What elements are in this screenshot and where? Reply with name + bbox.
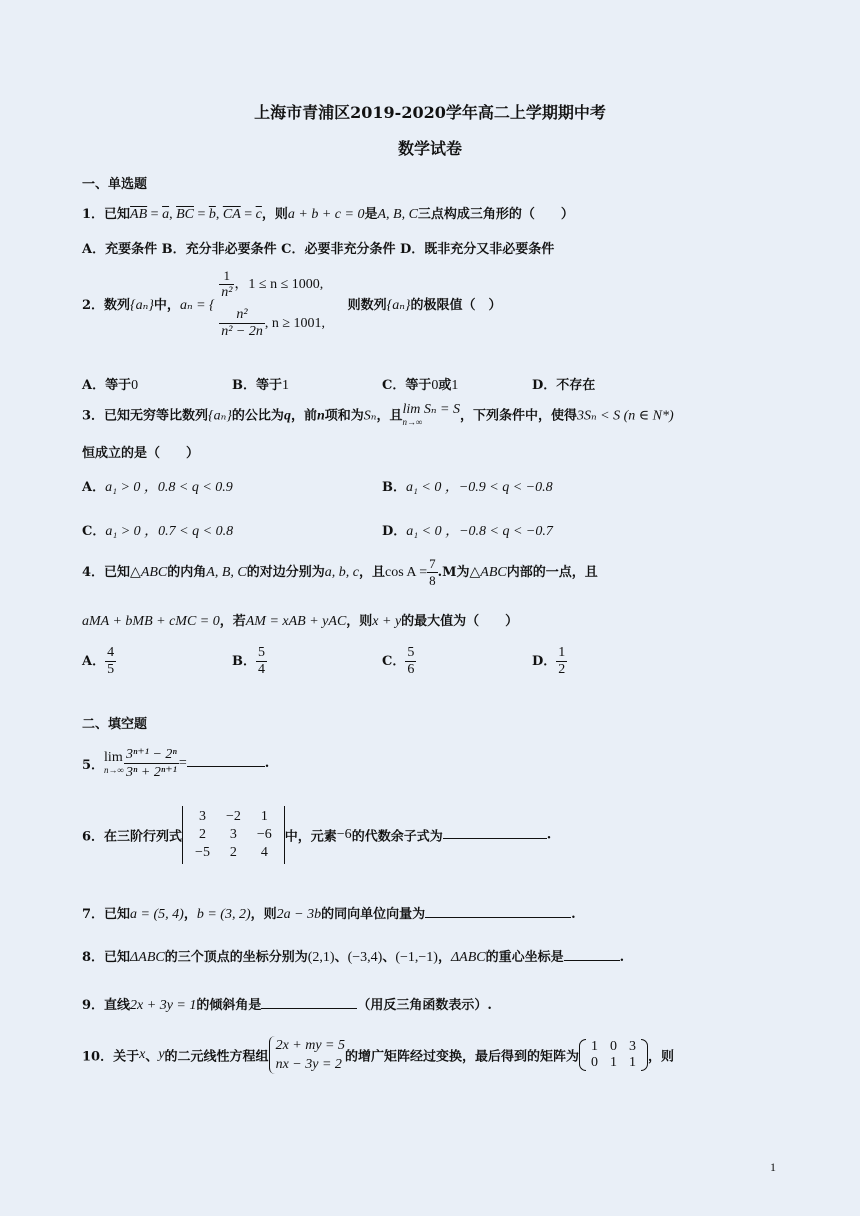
determinant-cell: 4 [260,845,268,860]
question-4: 4．已知△ABC的内角A, B, C的对边分别为a, b, c，且cos A = $\frac{7}{8}$ .M为△ABC内部的一点，且 [82,556,598,588]
determinant [182,806,285,864]
determinant-row [187,844,280,862]
determinant-cell: −2 [225,809,241,824]
answer-blank-7[interactable] [425,917,571,918]
matrix-cell: 1 [591,1039,599,1054]
vector-sum: a + b + c = 0 [287,207,365,222]
section-heading-fill-in: 二、填空题 [82,717,148,732]
question-4-option-a: A． $\frac{4}{5}$ [82,645,115,677]
question-2-option-d: D．不存在 [532,378,596,393]
matrix-row [585,1055,642,1071]
question-1: 1．已知$\overline{AB} = \overline{a}$, $\overline{BC} = \overline{b}$, $\overline{CA} = \overline{c}$，则a + b + c = 0是A, B, C三点构成三角形的（ ） [82,207,574,222]
page-subtitle: 数学试卷 [397,139,462,158]
question-7: 7．已知a = (5, 4)，b = (3, 2)，则2a − 3b的同向单位向量为 . [82,907,576,922]
determinant-row [187,808,280,826]
question-9: 9．直线2x + 3y = 1的倾斜角是 （用反三角函数表示）. [82,998,492,1013]
determinant-cell: −5 [195,845,210,860]
question-4-line-2: aMA + bMB + cMC = 0，若AM = xAB + yAC，则x + y的最大值为（ ） [82,614,519,629]
determinant-row [187,826,280,844]
question-4-option-c: C． $\frac{5}{6}$ [382,645,415,677]
determinant-cell: 3 [199,809,206,824]
matrix-cell: 0 [591,1055,599,1070]
question-2-option-a: A．等于0 [82,378,139,393]
question-3: 3．已知无穷等比数列{aₙ}的公比为q，前n项和为Sₙ，且lim Sₙ = S n→∞ ，下列条件中，使得3Sₙ < S (n ∈ N*) [82,402,674,427]
equation-system: 2x + my = 5 nx − 3y = 2 [269,1036,345,1074]
question-3-option-d: D．a₁ < 0 ，−0.8 < q < −0.7 [382,524,553,539]
matrix-cell: 3 [629,1039,637,1054]
determinant-cell: 2 [199,827,206,842]
matrix-cell: 1 [629,1055,637,1070]
answer-blank-8[interactable] [564,960,620,961]
determinant-cell: 3 [229,827,237,842]
question-1-options: A．充要条件 B．充分非必要条件 C．必要非充分条件 D．既非充分又非必要条件 [82,242,555,257]
answer-blank-6[interactable] [443,838,547,839]
matrix-cell: 0 [610,1039,618,1054]
question-4-option-b: B． $\frac{5}{4}$ [232,645,265,677]
determinant-cell: −6 [256,827,272,842]
matrix-cell: 1 [610,1055,618,1070]
question-8: 8．已知ΔABC的三个顶点的坐标分别为(2,1)、(−3,4)、(−1,−1)，ΔABC的重心坐标是 . [82,950,625,965]
question-3-option-c: C．a₁ > 0 ，0.7 < q < 0.8 [82,524,234,539]
question-3-option-b: B．a₁ < 0 ，−0.9 < q < −0.8 [382,480,553,495]
question-2-option-b: B．等于1 [232,378,289,393]
question-10: 10．关于x、y的二元线性方程组2x + my = 5 nx − 3y = 2 的增广矩阵经过变换，最后得到的矩阵为 1 0 3 0 1 1 ，则 [82,1038,675,1072]
piecewise-cases: $\frac{1}{\text{n²}}$ ，1 ≤ n ≤ 1000, $\frac{\text{n²}}{\text{n² − 2n}}$ , n ≥ 1001, [221,268,326,339]
page-number: 1 [770,1160,776,1174]
page-title: 上海市青浦区2019-2020学年高二上学期期中考 [254,103,606,122]
matrix-row [585,1039,642,1055]
question-6: 6．在三阶行列式 3 −2 1 2 3 −6 −5 2 4 中，元素−6的代数余子式为 . [82,806,551,864]
determinant-cell: 2 [229,845,237,860]
section-heading-single-choice: 一、单选题 [82,177,148,192]
question-3-line-2: 恒成立的是（ ） [82,446,200,461]
question-3-option-a: A．a₁ > 0 ，0.8 < q < 0.9 [82,480,233,495]
answer-blank-9[interactable] [261,1008,357,1009]
question-2: 2．数列{aₙ}中，aₙ = { $\frac{1}{\text{n²}}$ ，1 ≤ n ≤ 1000, $\frac{\text{n²}}{\text{n² − 2n}}$ , n ≥ 1001, 则数列{aₙ}的极限值（ ） [82,268,502,339]
determinant-cell: 1 [260,809,268,824]
question-2-option-c: C．等于0或1 [382,378,459,393]
question-5: 5．lim n→∞ $\frac{\text{3ⁿ⁺¹ − 2ⁿ}}{\text{3ⁿ + 2ⁿ⁺¹}}$ = . [82,747,270,780]
question-4-option-d: D． $\frac{1}{2}$ [532,645,566,677]
result-matrix [579,1039,648,1071]
answer-blank-5[interactable] [187,766,265,767]
